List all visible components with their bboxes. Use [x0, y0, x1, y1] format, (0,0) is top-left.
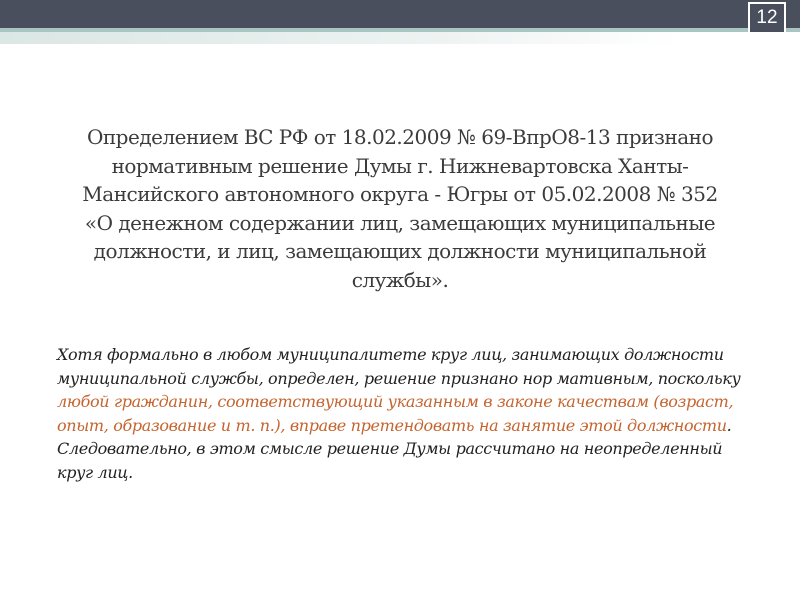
statement-paragraph-2: «О денежном содержании лиц, замещающих муниципальные должности, и лиц, замещающих должности муниципальной службы».: [84, 210, 716, 292]
header-bar: [0, 0, 800, 28]
explanatory-note: [57, 343, 742, 484]
note-text-part-2: . Следовательно, в этом смысле решение Думы рассчитано на неопределенный круг лиц.: [57, 415, 732, 482]
main-statement: [55, 123, 745, 294]
note-highlight: любой гражданин, соответствующий указанным в законе качествам (возраст, опыт, образование и т. п.), вправе претендовать на занятие этой должности: [57, 392, 734, 435]
statement-paragraph-1: Определением ВС РФ от 18.02.2009 № 69-ВпрО8-13 признано нормативным решение Думы г. Нижневартовска Ханты-Мансийского автономного округа - Югры от 05.02.2008 № 352: [82, 125, 718, 206]
note-text-part-1: Хотя формально в любом муниципалитете круг лиц, занимающих должности муниципальной службы, определен, решение признано нор мативным, поскольку: [57, 345, 741, 388]
page-number: 12: [756, 7, 778, 28]
header-accent-fade: [0, 32, 800, 44]
